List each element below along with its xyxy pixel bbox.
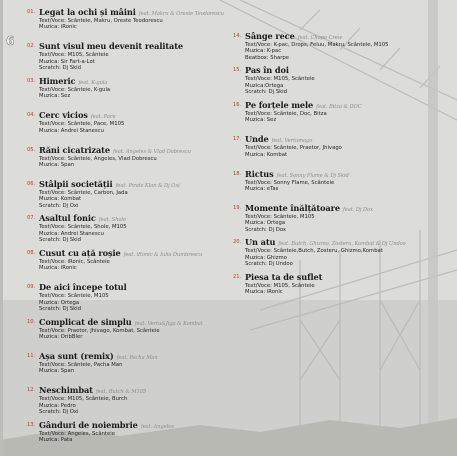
track-entry [233,134,451,169]
track-number: 18. [233,170,242,177]
track-credit-line: Scratch: Dj Skid [39,65,82,72]
track-credit-line: Text/Voce: Scânteie, K-gula [39,86,111,93]
track-title [39,385,146,395]
track-title [39,7,224,17]
track-number: 10. [27,318,36,325]
track-credit-line: Muzica: eTas [245,185,279,192]
track-entry [233,65,451,100]
track-title-text: Neschimbat [39,385,93,396]
track-title [39,213,126,223]
track-entry [27,316,235,352]
track-entry [233,271,451,307]
track-title-text: Sânge rece [245,31,295,41]
track-credit-line: Muzica: iRonic [245,289,283,296]
track-featuring: feat. Vertumago [271,138,313,145]
track-title-text: Unde [245,134,269,145]
track-featuring: feat. Shole [98,217,126,224]
track-title [245,31,342,41]
track-title-text: Un atu [245,237,276,248]
track-credit-line: Muzica:Ortega [245,82,284,89]
track-credit-line: Muzica: Sir Fart-a-Lot [39,58,95,65]
track-entry [27,7,235,42]
track-title-text: Cusut cu ață roșie [39,247,121,258]
track-credit-line: Muzica: Kombat [39,196,82,203]
track-number: 16. [233,101,242,108]
track-credit-line: Scratch: Dj Undoo [245,261,293,268]
track-credit-line: Muzica: iRonic [39,24,77,31]
track-entry [27,178,235,214]
track-title [245,272,322,282]
track-title-text: Piesa ta de suflet [245,271,323,282]
track-entry [233,31,451,66]
track-number: 21. [233,273,242,280]
track-title [39,420,174,430]
track-entry [27,385,235,420]
track-title-text: Complicat de simplu [39,316,132,327]
track-credit-line: Scratch: Dj Oxi [39,202,79,209]
track-entry [27,213,235,248]
track-title [39,351,158,361]
track-title-text: De aici începe totul [39,282,127,293]
track-credit-line: Text/Voce: Scânteie, M105 [39,293,109,300]
track-featuring: feat. Butch, Ghizmo, Zosteru, Kombat & Dj Undoo [278,241,406,248]
track-credit-line: Text/Voce: Scânteie, Pacha Man [39,361,123,368]
track-title [39,76,107,86]
track-title [39,282,127,292]
track-credit-line: Muzica: Andrei Stanescu [39,127,104,134]
track-credit-line: Text/Voce: M105, Scânteie [245,282,315,289]
track-title-text: Sunt visul meu devenit realitate [39,41,184,52]
track-credit-line: Text/Voce: Scânteie, Makru, Oreste Teodorescu [39,18,163,24]
track-title-text: Răni cicatrizate [39,144,110,155]
track-number: 19. [233,204,242,211]
track-list-left [27,7,235,455]
track-credit-line: Muzica: Pedro [39,402,76,409]
track-title [245,169,349,179]
track-entry [27,282,235,317]
track-title [245,237,406,247]
track-credit-line: Text/Voce: Scânteie, Carbon, Jada [39,189,128,196]
track-entry [233,168,451,204]
track-title [245,203,373,213]
track-title [245,134,312,144]
track-credit-line: Text/Voce: Scânteie, Praetor, Jhivago [245,145,342,152]
track-title-text: Himeric [39,75,76,86]
track-entry [233,99,451,135]
track-number: 01. [27,9,36,15]
track-credit-line: Text/Voce: Scânteie, Shole, M105 [39,224,127,231]
track-featuring: feat. Sonny Flame & Dj Skid [276,172,349,179]
track-number: 12. [27,387,36,394]
track-featuring: feat. Dj Dox [342,206,373,213]
track-credit-line: Text/Voce: M105, Scânteie [39,52,109,59]
track-credit-line: Muzica: Sez [39,93,71,100]
track-credit-line: Text/Voce: K-pac, Drops, Feluu, Makru, Scânteie, M105 [245,42,389,48]
track-title-text: Legat la ochi și mâini [39,7,136,17]
track-credit-line: Muzica: Ghizmo [245,254,287,261]
track-credit-line: Text/Voce: Scânteie, Doc, Bitza [245,110,327,117]
track-title [39,145,191,155]
track-title [39,179,180,189]
track-number: 02. [27,43,36,50]
track-credit-line: Text/Voce: M105, Scânteie [245,76,315,83]
track-featuring: feat. Makru & Oreste Teodorescu [138,11,224,17]
track-credit-line: Text/Voce: Scânteie, M105 [245,213,315,220]
track-credit-line: Beatbox: Sharpe [245,54,290,61]
track-entry [233,202,451,238]
track-title-text: Pe forțele mele [245,99,314,110]
track-title-text: Pas în doi [245,65,289,76]
track-credit-line: Text/Voce: Scânteie, Pace, M105 [39,121,125,128]
track-credit-line: Text/Voce: M105, Scânteie, Burch [39,396,128,403]
track-entry [27,247,235,283]
track-title [39,248,202,258]
track-entry [27,419,235,455]
track-title [39,41,183,51]
track-entry [27,350,235,386]
track-credit-line: Muzica: Kombat [245,151,288,158]
track-number: 04. [27,112,36,119]
track-credit-line: Scratch: Dj Skid [39,237,82,244]
track-title-text: Cerc vicios [39,110,88,121]
track-credit-line: Muzica: Ortega [39,299,80,306]
track-number: 05. [27,146,36,153]
track-featuring: feat. Pacha Man [116,354,158,361]
track-title [245,100,362,110]
track-credit-line: Text/Voce: Praetor, Jhivago, Kombat, Scânteie [39,327,160,334]
track-credit-line: Scratch: Dj Oxi [39,409,79,416]
track-credit-line: Text/Voce: Scânteie, Angeles, Vlad Dobrescu [39,155,157,162]
track-credit-line: Muzica: Sez [245,117,277,124]
track-featuring: feat. Pirats Klan & Dj Oxi [115,182,180,189]
track-number: 08. [27,249,36,256]
track-credit-line: Muzica: Span [39,368,75,375]
track-featuring: feat. K-gula [78,79,108,86]
track-number: 20. [233,239,242,246]
track-number: 13. [27,421,36,428]
track-featuring: feat. Angeles [140,423,174,430]
track-credit-line: Muzica: Pata [39,437,73,444]
track-title-text: Asaltul fonic [39,213,96,224]
track-credit-line: Muzica: Ortega [245,220,286,227]
track-title [245,65,289,75]
track-credit-line: Text/Voce: iRonic, Scânteie [39,258,110,265]
track-list-right [233,31,451,307]
track-entry [27,41,235,76]
track-credit-line: Scratch: Dj Skid [39,305,82,312]
track-number: 14. [233,33,242,39]
track-number: 07. [27,215,36,222]
track-featuring: feat. Vertu&Jiga & Kombat [134,320,203,327]
track-title [39,317,203,327]
track-credit-line: Scratch: Dj Dox [245,226,287,233]
track-title-text: Gânduri de noiembrie [39,419,138,430]
track-entry [27,110,235,145]
track-number: 03. [27,77,36,84]
track-featuring: feat. Butch & M105 [95,389,147,396]
track-number: 06. [27,180,36,187]
track-credit-line: Muzica: DribBler [39,333,83,340]
track-featuring: feat. Chopo Crew [297,35,343,41]
track-number: 15. [233,67,242,74]
track-number: 09. [27,284,36,291]
page-number: 6 [6,34,15,48]
track-title [39,110,116,120]
track-entry [27,144,235,180]
track-title-text: Rictus [245,168,274,179]
track-credit-line: Muzica: iRonic [39,265,77,272]
track-entry [27,75,235,111]
track-featuring: feat. Angeles & Vlad Dobrescu [112,148,191,155]
track-credit-line: Muzica: Andrei Stanescu [39,230,104,237]
track-credit-line: Muzica: K-pac [245,48,282,55]
track-featuring: feat. iRonic & Iulia Dumbrescu [123,251,203,258]
track-title-text: Așa sunt (remix) [39,350,114,361]
track-title-text: Stâlpii societății [39,178,113,189]
track-number: 11. [27,352,36,359]
track-entry [233,237,451,272]
track-credit-line: Text/Voce: Scânteie,Butch, Zosteru, Ghizmo,Kombat [245,248,383,255]
track-credit-line: Text/Voce: Sonny Flame, Scânteie [245,179,335,186]
track-credit-line: Scratch: Dj Skid [245,89,288,96]
track-credit-line: Muzica: Span [39,161,75,168]
track-featuring: feat. Bitza & DOC [316,103,362,110]
track-number: 17. [233,136,242,143]
track-title-text: Momente înălțătoare [245,202,340,213]
track-featuring: feat. Pace [90,114,116,121]
track-credit-line: Text/Voce: Angeles, Scânteie [39,430,115,437]
